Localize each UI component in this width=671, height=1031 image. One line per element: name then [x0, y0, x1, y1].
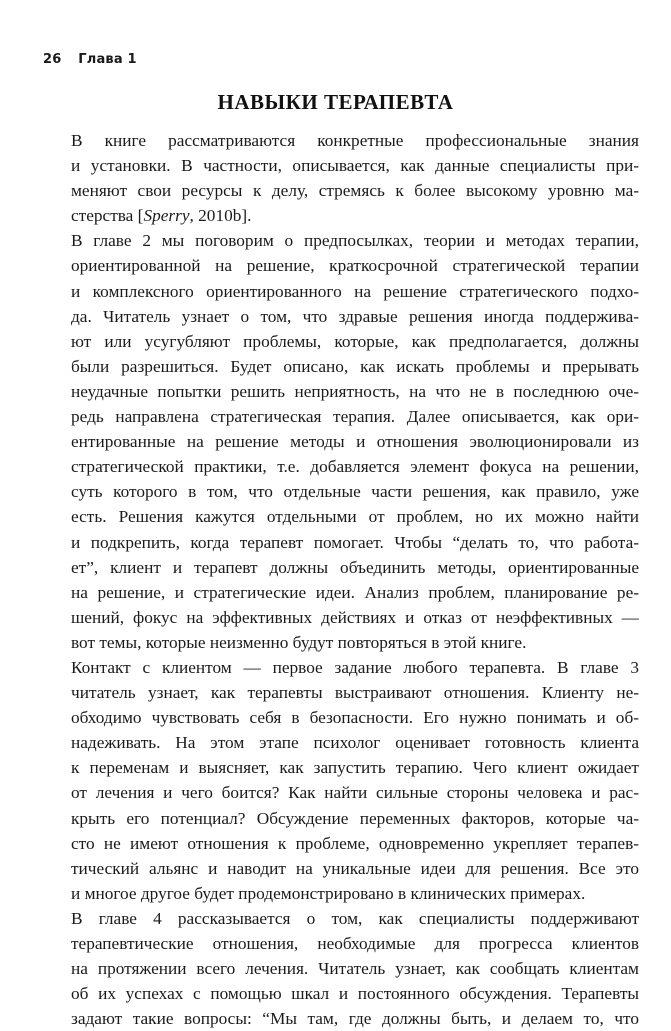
text-line: В главе 4 рассказывается о том, как специалисты поддерживают — [71, 908, 639, 928]
text-line: редь направлена стратегическая терапия. Далее описывается, как ори- — [71, 407, 639, 427]
text-line: вот темы, которые неизменно будут повторяться в этой книге. — [71, 632, 527, 652]
text-line: ют или усугубляют проблемы, которые, как предполагается, должны — [71, 331, 639, 351]
text-line: об их успехах с помощью шкал и постоянного обсуждения. Терапевты — [71, 984, 639, 1004]
text-line: на протяжении всего лечения. Читатель узнает, как сообщать клиентам — [71, 959, 639, 979]
text-line: ориентированной на решение, краткосрочной стратегической терапии — [71, 256, 639, 276]
text-line: В книге рассматриваются конкретные профессиональные знания — [71, 131, 639, 150]
text-line: есть. Решения кажутся отдельными от проблем, но их можно найти — [71, 507, 639, 527]
text-line: суть которого в том, что отдельные части решения, как правило, уже — [71, 482, 639, 502]
text-line: меняют свои ресурсы к делу, стремясь к более высокому уровню ма- — [71, 181, 639, 201]
text-line: Контакт с клиентом — первое задание любого терапевта. В главе 3 — [71, 657, 639, 677]
text-line: В главе 2 мы поговорим о предпосылках, теории и методах терапии, — [71, 231, 639, 251]
text-line: были разрешиться. Будет описано, как искать проблемы и прерывать — [71, 356, 639, 376]
text-line: задают такие вопросы: “Мы там, где должны быть, и делаем то, что — [71, 1009, 639, 1029]
text-line: обходимо чувствовать себя в безопасности. Его нужно понимать и об- — [71, 708, 639, 728]
section-title: НАВЫКИ ТЕРАПЕВТА — [217, 90, 454, 114]
text-line: и подкрепить, когда терапевт помогает. Чтобы “делать то, что работа- — [71, 532, 639, 552]
text-line: и установки. В частности, описывается, как данные специалисты при- — [71, 156, 639, 176]
text-line: крыть его потенциал? Обсуждение переменных факторов, которые ча- — [71, 808, 639, 828]
text-line: тический альянс и наводит на уникальные идеи для решения. Все это — [71, 858, 639, 878]
page-number: 26 — [43, 52, 62, 67]
text-line: и комплексного ориентированного на решение стратегического подхо- — [71, 281, 639, 301]
text-line: читатель узнает, как терапевты выстраивают отношения. Клиенту не- — [71, 683, 639, 703]
paragraph — [43, 128, 639, 228]
text-line: ет”, клиент и терапевт должны объединить методы, ориентированные — [71, 557, 639, 577]
paragraph — [43, 228, 639, 655]
text-line: стратегической практики, т.е. добавляется элемент фокуса на решении, — [71, 457, 639, 477]
text-line: на решение, и стратегические идеи. Анализ проблем, планирование ре- — [71, 582, 639, 602]
body-text — [43, 128, 639, 1031]
text-line: и многое другое будет продемонстрировано в клинических примерах. — [71, 883, 586, 903]
text-line: ентированные на решение методы и отношения эволюционировали из — [71, 432, 639, 452]
text-line: неудачные попытки решить неприятность, на что не в последнюю оче- — [71, 381, 639, 401]
paragraph — [43, 906, 639, 1031]
text-line: да. Читатель узнает о том, что здравые решения иногда поддержива- — [71, 306, 639, 326]
chapter-label: Глава 1 — [78, 52, 137, 67]
paragraph — [43, 655, 639, 906]
text-line: к переменам и выясняет, как запустить терапию. Чего клиент ожидает — [71, 758, 639, 778]
text-line: надеживать. На этом этапе психолог оценивает готовность клиента — [71, 733, 639, 753]
text-line: шений, фокус на эффективных действиях и отказ от неэффективных — — [71, 607, 639, 627]
text-line: стерства [Sperry, 2010b]. — [71, 206, 252, 226]
text-line: от лечения и чего боится? Как найти сильные стороны человека и рас- — [71, 783, 639, 803]
text-line: сто не имеют отношения к проблеме, одновременно укрепляет терапев- — [71, 833, 639, 853]
text-line: терапевтические отношения, необходимые для прогресса клиентов — [71, 934, 639, 953]
running-head — [43, 52, 137, 67]
